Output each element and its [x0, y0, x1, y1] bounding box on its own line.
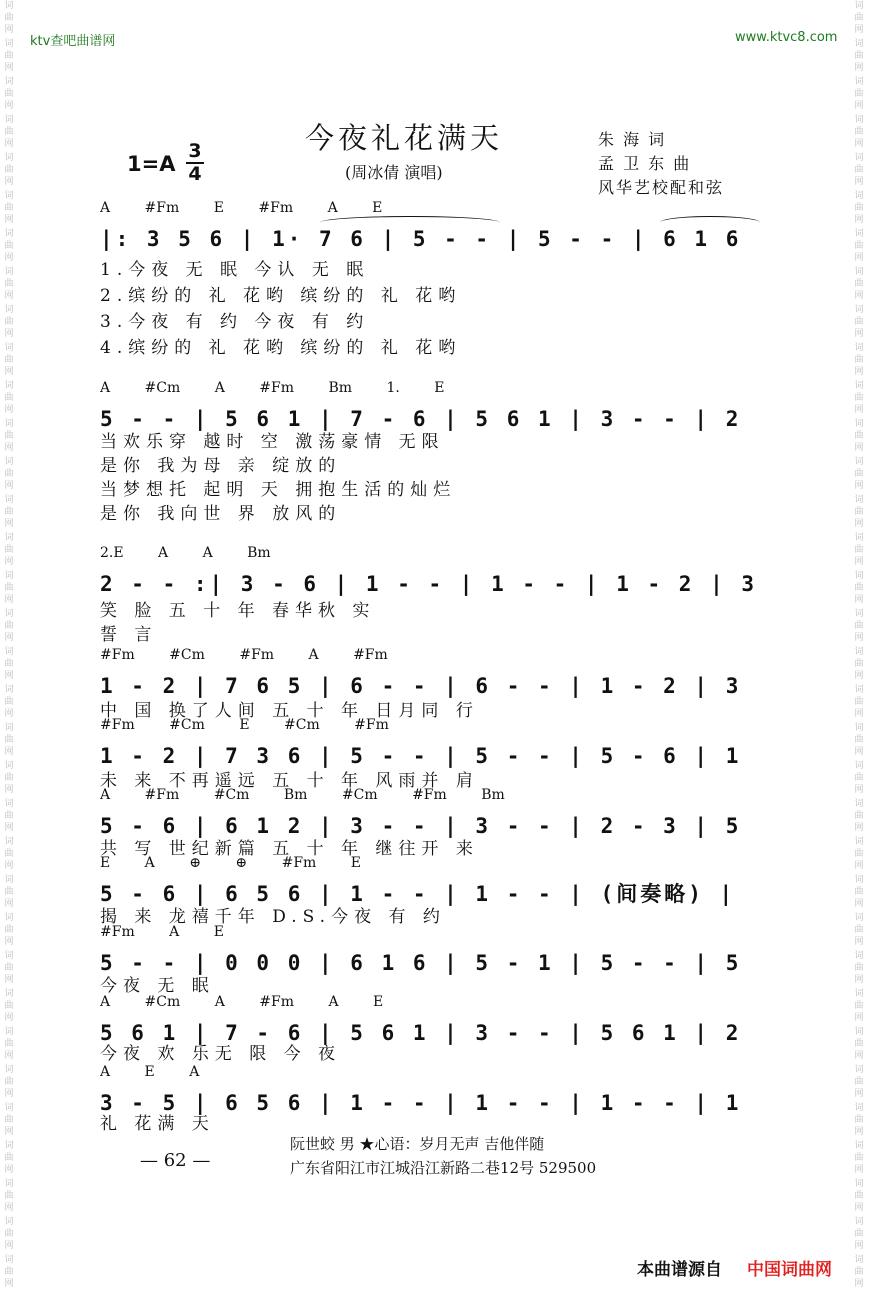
- singer-credit: (周冰倩 演唱): [345, 163, 443, 182]
- side-watermark-right: [852, 0, 866, 1303]
- watermark-text: 词曲网: [854, 343, 864, 377]
- page-number: — 62 —: [140, 1150, 211, 1171]
- note-line: 5 - - | 0 0 0 | 6 1 6 | 5 - 1 | 5 - - | 5: [100, 951, 742, 975]
- source-label: 本曲谱源自: [637, 1260, 722, 1280]
- note-line: 3 - 5 | 6 5 6 | 1 - - | 1 - - | 1 - - | 1: [100, 1091, 742, 1115]
- chord-line: E A ⊕ ⊕ #Fm E: [100, 855, 361, 871]
- watermark-text: 词曲网: [4, 609, 14, 643]
- watermark-text: 词曲网: [4, 191, 14, 225]
- watermark-text: 词曲网: [854, 495, 864, 529]
- watermark-text: 词曲网: [4, 381, 14, 415]
- watermark-text: 词曲网: [854, 39, 864, 73]
- watermark-text: 词曲网: [4, 685, 14, 719]
- watermark-text: 词曲网: [4, 343, 14, 377]
- watermark-text: 词曲网: [4, 1027, 14, 1061]
- watermark-text: 词曲网: [4, 115, 14, 149]
- watermark-text: 词曲网: [4, 799, 14, 833]
- chord-line: #Fm #Cm #Fm A #Fm: [100, 647, 388, 663]
- song-title: 今夜礼花满天: [305, 121, 504, 155]
- time-signature-top: 3: [188, 140, 202, 162]
- lyric-line-4: 是你 我向世 界 放风的: [100, 504, 342, 524]
- lyric-line-1: 笑 脸 五 十 年 春华秋 实: [100, 601, 376, 621]
- chord-line: A #Fm #Cm Bm #Cm #Fm Bm: [100, 787, 505, 803]
- watermark-text: 词曲网: [4, 1255, 14, 1289]
- lyric-line-2: 誓 言: [100, 625, 158, 645]
- watermark-text: 词曲网: [4, 305, 14, 339]
- chord-line: #Fm #Cm E #Cm #Fm: [100, 717, 389, 733]
- submitter-info: 阮世蛟 男 ★心语：岁月无声 吉他伴随: [290, 1135, 545, 1153]
- lyric-line-1: 揭 来 龙禧千年 D.S.今夜 有 约: [100, 907, 446, 927]
- submitter-address: 广东省阳江市江城沿江新路二巷12号 529500: [290, 1159, 597, 1177]
- watermark-text: 词曲网: [4, 1065, 14, 1099]
- chord-line: A #Cm A #Fm Bm 1. E: [100, 380, 445, 396]
- watermark-text: 词曲网: [854, 913, 864, 947]
- chord-line: #Fm A E: [100, 924, 224, 940]
- watermark-text: 词曲网: [854, 609, 864, 643]
- lyricist-credit: 朱 海 词: [598, 130, 667, 149]
- lyric-line-2: 2.缤纷的 礼 花哟 缤纷的 礼 花哟: [100, 286, 462, 306]
- watermark-text: 词曲网: [4, 419, 14, 453]
- lyric-line-3: 3.今夜 有 约 今夜 有 约: [100, 312, 370, 332]
- note-line: 1 - 2 | 7 6 5 | 6 - - | 6 - - | 1 - 2 | 3: [100, 674, 742, 698]
- watermark-text: 词曲网: [4, 761, 14, 795]
- watermark-text: 词曲网: [854, 685, 864, 719]
- watermark-text: 词曲网: [854, 989, 864, 1023]
- watermark-text: 词曲网: [854, 647, 864, 681]
- watermark-text: 词曲网: [854, 951, 864, 985]
- lyric-line-1: 1.今夜 无 眠 今认 无 眠: [100, 260, 370, 280]
- lyric-line-3: 当梦想托 起明 天 拥抱生活的灿烂: [100, 480, 457, 500]
- watermark-text: 词曲网: [4, 989, 14, 1023]
- lyric-line-1: 共 写 世纪新篇 五 十 年 继往开 来: [100, 839, 479, 859]
- lyric-line-2: 是你 我为母 亲 绽放的: [100, 456, 342, 476]
- note-line: |: 3 5 6 | 1· 7 6 | 5 - - | 5 - - | 6 1 6: [100, 227, 742, 251]
- watermark-text: 词曲网: [4, 571, 14, 605]
- watermark-text: 词曲网: [4, 267, 14, 301]
- watermark-text: 词曲网: [854, 381, 864, 415]
- lyric-line-4: 4.缤纷的 礼 花哟 缤纷的 礼 花哟: [100, 338, 462, 358]
- site-logo-left[interactable]: ktv查吧曲谱网: [30, 34, 116, 49]
- watermark-text: 词曲网: [854, 153, 864, 187]
- watermark-text: 词曲网: [854, 115, 864, 149]
- time-signature: [186, 142, 204, 184]
- watermark-text: 词曲网: [854, 77, 864, 111]
- composer-credit: 孟 卫 东 曲: [598, 154, 692, 173]
- watermark-text: 词曲网: [854, 419, 864, 453]
- watermark-text: 词曲网: [4, 1179, 14, 1213]
- watermark-text: 词曲网: [854, 799, 864, 833]
- watermark-text: 词曲网: [854, 1217, 864, 1251]
- watermark-text: 词曲网: [854, 1255, 864, 1289]
- watermark-text: 词曲网: [854, 1179, 864, 1213]
- watermark-text: 词曲网: [4, 153, 14, 187]
- key-signature: 1=A: [127, 152, 176, 176]
- watermark-text: 词曲网: [854, 1065, 864, 1099]
- lyric-line-1: 中 国 换了人间 五 十 年 日月同 行: [100, 701, 479, 721]
- note-line: 5 6 1 | 7 - 6 | 5 6 1 | 3 - - | 5 6 1 | 2: [100, 1021, 742, 1045]
- watermark-text: 词曲网: [854, 723, 864, 757]
- watermark-text: 词曲网: [854, 229, 864, 263]
- note-line: 1 - 2 | 7 3 6 | 5 - - | 5 - - | 5 - 6 | 1: [100, 744, 742, 768]
- watermark-text: 词曲网: [4, 1217, 14, 1251]
- lyric-line-1: 今夜 欢 乐无 限 今 夜: [100, 1044, 342, 1064]
- watermark-text: 词曲网: [854, 875, 864, 909]
- watermark-text: 词曲网: [4, 647, 14, 681]
- watermark-text: 词曲网: [4, 533, 14, 567]
- watermark-text: 词曲网: [4, 1141, 14, 1175]
- watermark-text: 词曲网: [854, 533, 864, 567]
- source-site-link[interactable]: 中国词曲网: [747, 1260, 832, 1280]
- chord-line: A #Cm A #Fm A E: [100, 994, 384, 1010]
- watermark-text: 词曲网: [854, 1, 864, 35]
- arranger-credit: 风华艺校配和弦: [598, 178, 725, 197]
- lyric-line-1: 当欢乐穿 越时 空 激荡豪情 无限: [100, 432, 445, 452]
- chord-line: A #Fm E #Fm A E: [100, 200, 383, 216]
- side-watermark-left: [2, 0, 16, 1303]
- watermark-text: 词曲网: [4, 875, 14, 909]
- watermark-text: 词曲网: [854, 267, 864, 301]
- chord-line: A E A: [100, 1064, 200, 1080]
- watermark-text: 词曲网: [4, 39, 14, 73]
- note-line: 2 - - :| 3 - 6 | 1 - - | 1 - - | 1 - 2 | 3: [100, 572, 758, 596]
- watermark-text: 词曲网: [854, 191, 864, 225]
- watermark-text: 词曲网: [4, 229, 14, 263]
- lyric-line-1: 未 来 不再遥远 五 十 年 风雨并 肩: [100, 771, 479, 791]
- watermark-text: 词曲网: [854, 1141, 864, 1175]
- watermark-text: 词曲网: [854, 1103, 864, 1137]
- watermark-text: 词曲网: [4, 457, 14, 491]
- lyric-line-1: 礼 花满 天: [100, 1114, 215, 1134]
- note-line: 5 - 6 | 6 5 6 | 1 - - | 1 - - | (间奏略) |: [100, 882, 736, 906]
- lyric-line-1: 今夜 无 眠: [100, 976, 215, 996]
- watermark-text: 词曲网: [854, 457, 864, 491]
- watermark-text: 词曲网: [4, 77, 14, 111]
- time-signature-bottom: 4: [188, 163, 202, 185]
- watermark-text: 词曲网: [854, 761, 864, 795]
- note-line: 5 - 6 | 6 1 2 | 3 - - | 3 - - | 2 - 3 | 5: [100, 814, 742, 838]
- watermark-text: 词曲网: [4, 1103, 14, 1137]
- site-url-right[interactable]: www.ktvc8.com: [735, 30, 838, 45]
- watermark-text: 词曲网: [854, 571, 864, 605]
- watermark-text: 词曲网: [854, 1027, 864, 1061]
- watermark-text: 词曲网: [4, 837, 14, 871]
- watermark-text: 词曲网: [4, 913, 14, 947]
- watermark-text: 词曲网: [4, 1, 14, 35]
- chord-line: 2.E A A Bm: [100, 545, 271, 561]
- note-line: 5 - - | 5 6 1 | 7 - 6 | 5 6 1 | 3 - - | 2: [100, 407, 742, 431]
- watermark-text: 词曲网: [4, 723, 14, 757]
- watermark-text: 词曲网: [4, 951, 14, 985]
- watermark-text: 词曲网: [854, 305, 864, 339]
- watermark-text: 词曲网: [4, 495, 14, 529]
- watermark-text: 词曲网: [854, 837, 864, 871]
